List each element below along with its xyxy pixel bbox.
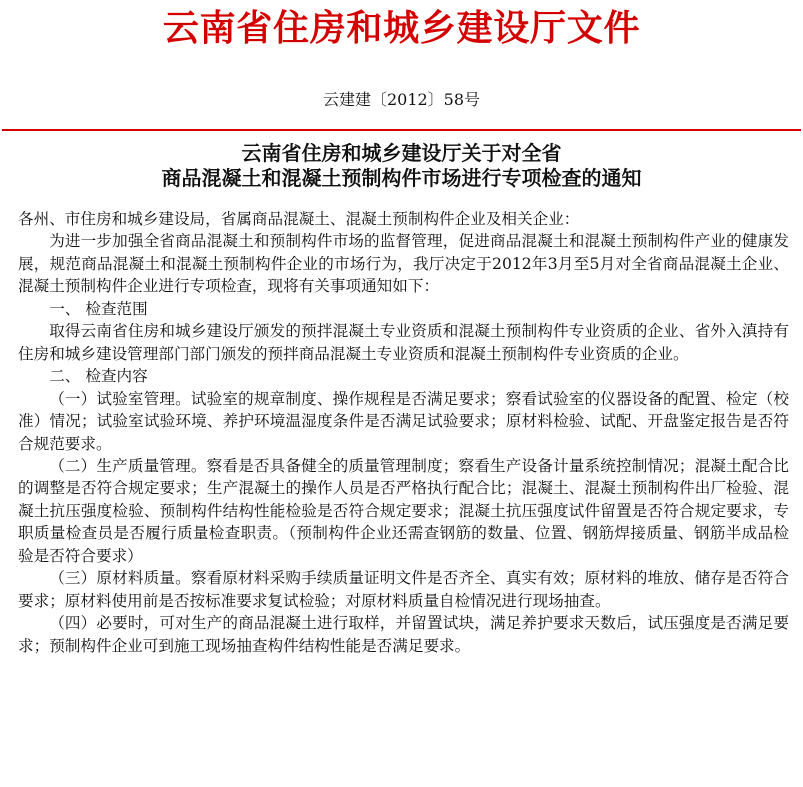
- content-item-raw-materials: （三）原材料质量。察看原材料采购手续质量证明文件是否齐全、真实有效；原材料的堆放、储存是否符合要求；原材料使用前是否按标准要求复试检验；对原材料质量自检情况进行现场抽查。: [18, 569, 789, 610]
- content-item-lab-management: （一）试验室管理。试验室的规章制度、操作规程是否满足要求；察看试验室的仪器设备的配置、检定（校准）情况；试验室试验环境、养护环境温湿度条件是否满足试验要求；原材料检验、试配、开盘鉴定报告是否符合规范要求。: [18, 389, 789, 453]
- notice-title-line-2: 商品混凝土和混凝土预制构件市场进行专项检查的通知: [161, 166, 642, 190]
- intro-paragraph: 为进一步加强全省商品混凝土和预制构件市场的监督管理，促进商品混凝土和混凝土预制构件产业的健康发展，规范商品混凝土和混凝土预制构件企业的市场行为，我厅决定于2012年3月至5月对全省商品混凝土企业、混凝土预制构件企业进行专项检查，现将有关事项通知如下：: [18, 232, 789, 296]
- salutation: 各州、市住房和城乡建设局，省属商品混凝土、混凝土预制构件企业及相关企业：: [18, 210, 580, 228]
- document-number: 云建建〔2012〕58号: [322, 90, 481, 109]
- notice-body: [18, 208, 789, 657]
- notice-title-line-1: 云南省住房和城乡建设厅关于对全省: [241, 141, 562, 165]
- section-heading-scope: 一、 检查范围: [49, 299, 148, 318]
- header-red-divider: [2, 129, 801, 131]
- content-item-production-quality: （二）生产质量管理。察看是否具备健全的质量管理制度；察看生产设备计量系统控制情况；混凝土配合比的调整是否符合规定要求；生产混凝土的操作人员是否严格执行配合比；混凝土、混凝土预制构件出厂检验、混凝土抗压强度检验、预制构件结构性能检验是否符合规定要求；混凝土抗压强度试件留置是否符合规定要求，专职质量检查员是否履行质量检查职责。（预制构件企业还需查钢筋的数量、位置、钢筋焊接质量、钢筋半成品检验是否符合要求）: [18, 456, 789, 565]
- section-text-scope: 取得云南省住房和城乡建设厅颁发的预拌混凝土专业资质和混凝土预制构件专业资质的企业、省外入滇持有住房和城乡建设管理部门部门颁发的预拌商品混凝土专业资质和混凝土预制构件专业资质的企业。: [18, 322, 789, 363]
- content-item-sampling: （四）必要时，可对生产的商品混凝土进行取样，并留置试块，满足养护要求天数后，试压强度是否满足要求；预制构件企业可到施工现场抽查构件结构性能是否满足要求。: [18, 614, 789, 655]
- agency-header-title: 云南省住房和城乡建设厅文件: [162, 7, 641, 49]
- notice-title: [0, 141, 803, 191]
- section-heading-content: 二、 检查内容: [49, 367, 148, 386]
